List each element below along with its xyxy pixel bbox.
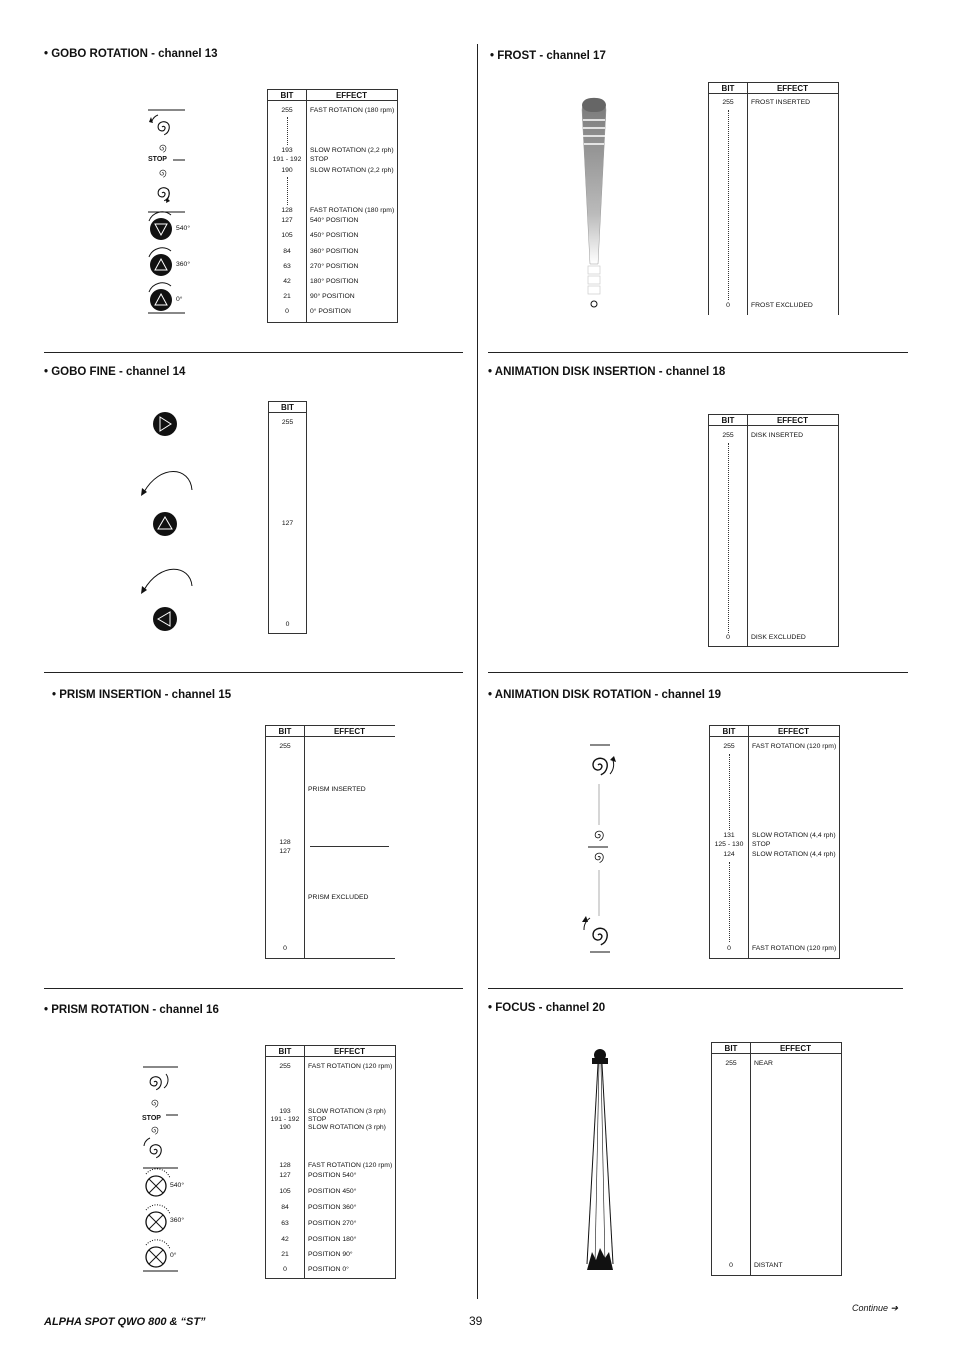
angle-label-540: 540° [176, 225, 191, 232]
divider [488, 672, 908, 673]
bit-cell: 127 [279, 848, 291, 855]
bit-header: BIT [721, 416, 735, 425]
divider [488, 988, 903, 989]
angle-label-360: 360° [170, 1217, 185, 1224]
bit-cell: 255 [279, 1063, 291, 1070]
bit-header: BIT [278, 727, 292, 736]
divider [44, 988, 463, 989]
frost-gradient-illustration [578, 96, 612, 312]
bit-cell: 105 [281, 232, 293, 239]
bit-cell: 128 [281, 207, 293, 214]
effect-header: EFFECT [779, 1044, 812, 1053]
bit-header: BIT [278, 1047, 292, 1056]
table-ch17 [708, 82, 839, 315]
divider [488, 352, 908, 353]
effect-cell: FAST ROTATION (180 rpm) [310, 207, 395, 214]
stop-label: STOP [148, 156, 167, 163]
bit-cell: 131 [723, 832, 735, 839]
bit-cell: 191 - 192 [270, 1116, 300, 1123]
divider [44, 672, 463, 673]
effect-cell: DISK INSERTED [751, 432, 803, 439]
bit-cell: 0 [283, 1266, 287, 1273]
bit-cell: 193 [281, 147, 293, 154]
effect-cell: 540° POSITION [310, 217, 359, 224]
effect-cell: 90° POSITION [310, 293, 355, 300]
effect-cell: FAST ROTATION (120 rpm) [752, 743, 837, 750]
bit-cell: 127 [279, 1172, 291, 1179]
effect-cell: POSITION 270° [308, 1220, 357, 1227]
bit-cell: 21 [281, 1251, 289, 1258]
table-ch15 [265, 725, 395, 959]
bit-cell: 0 [285, 621, 290, 628]
effect-cell: POSITION 360° [308, 1204, 357, 1211]
stop-label: STOP [142, 1115, 161, 1122]
effect-cell: SLOW ROTATION (2,2 rph) [310, 147, 394, 154]
gobo-rotation-icons [140, 105, 200, 320]
bit-cell: 0 [726, 302, 730, 309]
heading-ch13: • GOBO ROTATION - channel 13 [44, 48, 218, 60]
effect-cell: NEAR [754, 1060, 773, 1067]
bit-cell: 84 [283, 248, 291, 255]
bit-cell: 124 [723, 851, 735, 858]
bit-cell: 0 [727, 945, 731, 952]
heading-ch18: • ANIMATION DISK INSERTION - channel 18 [488, 366, 726, 378]
angle-label-0: 0° [176, 296, 183, 303]
effect-cell: SLOW ROTATION (3 rph) [308, 1124, 386, 1131]
bit-cell: 105 [279, 1188, 291, 1195]
bit-header: BIT [280, 91, 294, 100]
effect-cell: PRISM INSERTED [308, 786, 366, 793]
effect-header: EFFECT [333, 1047, 366, 1056]
footer-title: ALPHA SPOT QWO 800 & “ST” [44, 1316, 206, 1328]
heading-ch16: • PRISM ROTATION - channel 16 [44, 1004, 219, 1016]
bit-cell: 127 [281, 520, 294, 527]
bit-header: BIT [721, 84, 735, 93]
bit-cell: 127 [281, 217, 293, 224]
column-divider [477, 44, 478, 1299]
prism-rotation-icons [138, 1062, 198, 1277]
angle-label-360: 360° [176, 261, 191, 268]
effect-header: EFFECT [777, 727, 810, 736]
bit-cell: 255 [281, 419, 294, 426]
bit-cell: 128 [279, 839, 291, 846]
heading-ch14: • GOBO FINE - channel 14 [44, 366, 186, 378]
effect-cell: POSITION 180° [308, 1236, 357, 1243]
heading-ch19: • ANIMATION DISK ROTATION - channel 19 [488, 689, 721, 701]
bit-cell: 255 [723, 743, 735, 750]
effect-cell: STOP [752, 841, 771, 848]
angle-label-540: 540° [170, 1182, 185, 1189]
bit-cell: 42 [283, 278, 291, 285]
effect-cell: DISK EXCLUDED [751, 634, 806, 641]
effect-cell: STOP [310, 156, 329, 163]
bit-cell: 255 [281, 107, 293, 114]
effect-cell: FAST ROTATION (180 rpm) [310, 107, 395, 114]
effect-header: EFFECT [333, 727, 366, 736]
bit-cell: 255 [725, 1060, 737, 1067]
bit-header: BIT [724, 1044, 738, 1053]
bit-cell: 21 [283, 293, 291, 300]
effect-cell: 0° POSITION [310, 308, 351, 315]
effect-header: EFFECT [335, 91, 368, 100]
page-number: 39 [469, 1314, 483, 1328]
effect-cell: FROST INSERTED [751, 99, 811, 106]
bit-header: BIT [722, 727, 736, 736]
effect-cell: DISTANT [754, 1262, 783, 1269]
heading-ch17: • FROST - channel 17 [490, 50, 606, 62]
bit-cell: 0 [283, 945, 287, 952]
effect-cell: STOP [308, 1116, 327, 1123]
bit-cell: 125 - 130 [714, 841, 744, 848]
effect-header: EFFECT [776, 416, 809, 425]
bit-cell: 191 - 192 [272, 156, 302, 163]
effect-cell: 180° POSITION [310, 278, 359, 285]
bit-cell: 193 [279, 1108, 291, 1115]
bit-cell: 0 [729, 1262, 733, 1269]
effect-cell: POSITION 0° [308, 1266, 349, 1273]
animation-disk-rotation-icons [578, 740, 628, 955]
bit-header: BIT [281, 403, 294, 412]
bit-cell: 255 [722, 432, 734, 439]
bit-cell: 255 [279, 743, 291, 750]
effect-cell: SLOW ROTATION (3 rph) [308, 1108, 386, 1115]
effect-cell: SLOW ROTATION (4,4 rph) [752, 851, 836, 858]
effect-cell: POSITION 450° [308, 1188, 357, 1195]
table-ch16 [265, 1045, 396, 1279]
effect-cell: SLOW ROTATION (2,2 rph) [310, 167, 394, 174]
effect-cell: PRISM EXCLUDED [308, 894, 369, 901]
effect-cell: 270° POSITION [310, 263, 359, 270]
table-ch19 [709, 725, 840, 959]
effect-header: EFFECT [776, 84, 809, 93]
heading-ch15: • PRISM INSERTION - channel 15 [52, 689, 232, 701]
bit-cell: 190 [279, 1124, 291, 1131]
effect-cell: SLOW ROTATION (4,4 rph) [752, 832, 836, 839]
effect-cell: 450° POSITION [310, 232, 359, 239]
effect-cell: 360° POSITION [310, 248, 359, 255]
bit-cell: 0 [726, 634, 730, 641]
table-ch14 [268, 401, 307, 634]
table-ch13 [267, 89, 398, 323]
focus-beam-illustration [584, 1046, 618, 1272]
bit-cell: 128 [279, 1162, 291, 1169]
effect-cell: POSITION 540° [308, 1172, 357, 1179]
effect-cell: FROST EXCLUDED [751, 302, 813, 309]
table-ch18 [708, 414, 839, 647]
bit-cell: 63 [281, 1220, 289, 1227]
bit-cell: 0 [285, 308, 289, 315]
bit-cell: 84 [281, 1204, 289, 1211]
effect-cell: POSITION 90° [308, 1251, 353, 1258]
bit-cell: 63 [283, 263, 291, 270]
angle-label-0: 0° [170, 1252, 177, 1259]
gobo-fine-icons [138, 408, 198, 633]
bit-cell: 255 [722, 99, 734, 106]
table-ch20 [711, 1042, 842, 1276]
effect-cell: FAST ROTATION (120 rpm) [308, 1063, 393, 1070]
divider [44, 352, 463, 353]
heading-ch20: • FOCUS - channel 20 [488, 1002, 606, 1014]
effect-cell: FAST ROTATION (120 rpm) [752, 945, 837, 952]
effect-cell: FAST ROTATION (120 rpm) [308, 1162, 393, 1169]
continue-link[interactable]: Continue ➔ [852, 1303, 899, 1313]
bit-cell: 42 [281, 1236, 289, 1243]
bit-cell: 190 [281, 167, 293, 174]
